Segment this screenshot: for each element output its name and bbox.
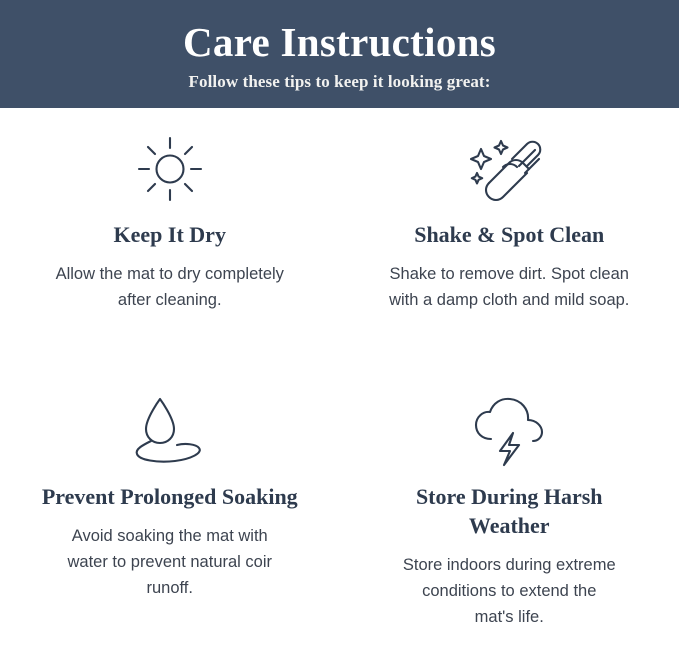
tip-card-shake-spot-clean bbox=[340, 126, 679, 388]
header-banner bbox=[0, 0, 679, 108]
tip-title: Keep It Dry bbox=[114, 220, 226, 249]
tip-title: Store During Harsh Weather bbox=[379, 482, 639, 540]
tip-body: Allow the mat to dry completely after cleaning. bbox=[55, 261, 285, 313]
tip-card-store-harsh-weather bbox=[340, 388, 679, 646]
cleaning-hand-sparkle-icon bbox=[465, 126, 553, 212]
page-subtitle: Follow these tips to keep it looking great: bbox=[189, 71, 491, 93]
tip-body: Shake to remove dirt. Spot clean with a damp cloth and mild soap. bbox=[387, 261, 632, 313]
tip-card-keep-it-dry bbox=[0, 126, 340, 388]
storm-cloud-lightning-icon bbox=[469, 388, 549, 474]
tip-body: Store indoors during extreme conditions to extend the mat's life. bbox=[402, 552, 617, 630]
tips-grid bbox=[0, 108, 679, 646]
tip-title: Shake & Spot Clean bbox=[414, 220, 604, 249]
tip-body: Avoid soaking the mat with water to prevent natural coir runoff. bbox=[55, 523, 285, 601]
tip-title: Prevent Prolonged Soaking bbox=[42, 482, 298, 511]
tip-card-prevent-soaking bbox=[0, 388, 340, 646]
sun-icon bbox=[131, 126, 209, 212]
page-title: Care Instructions bbox=[183, 19, 496, 65]
water-droplet-puddle-icon bbox=[127, 388, 213, 474]
